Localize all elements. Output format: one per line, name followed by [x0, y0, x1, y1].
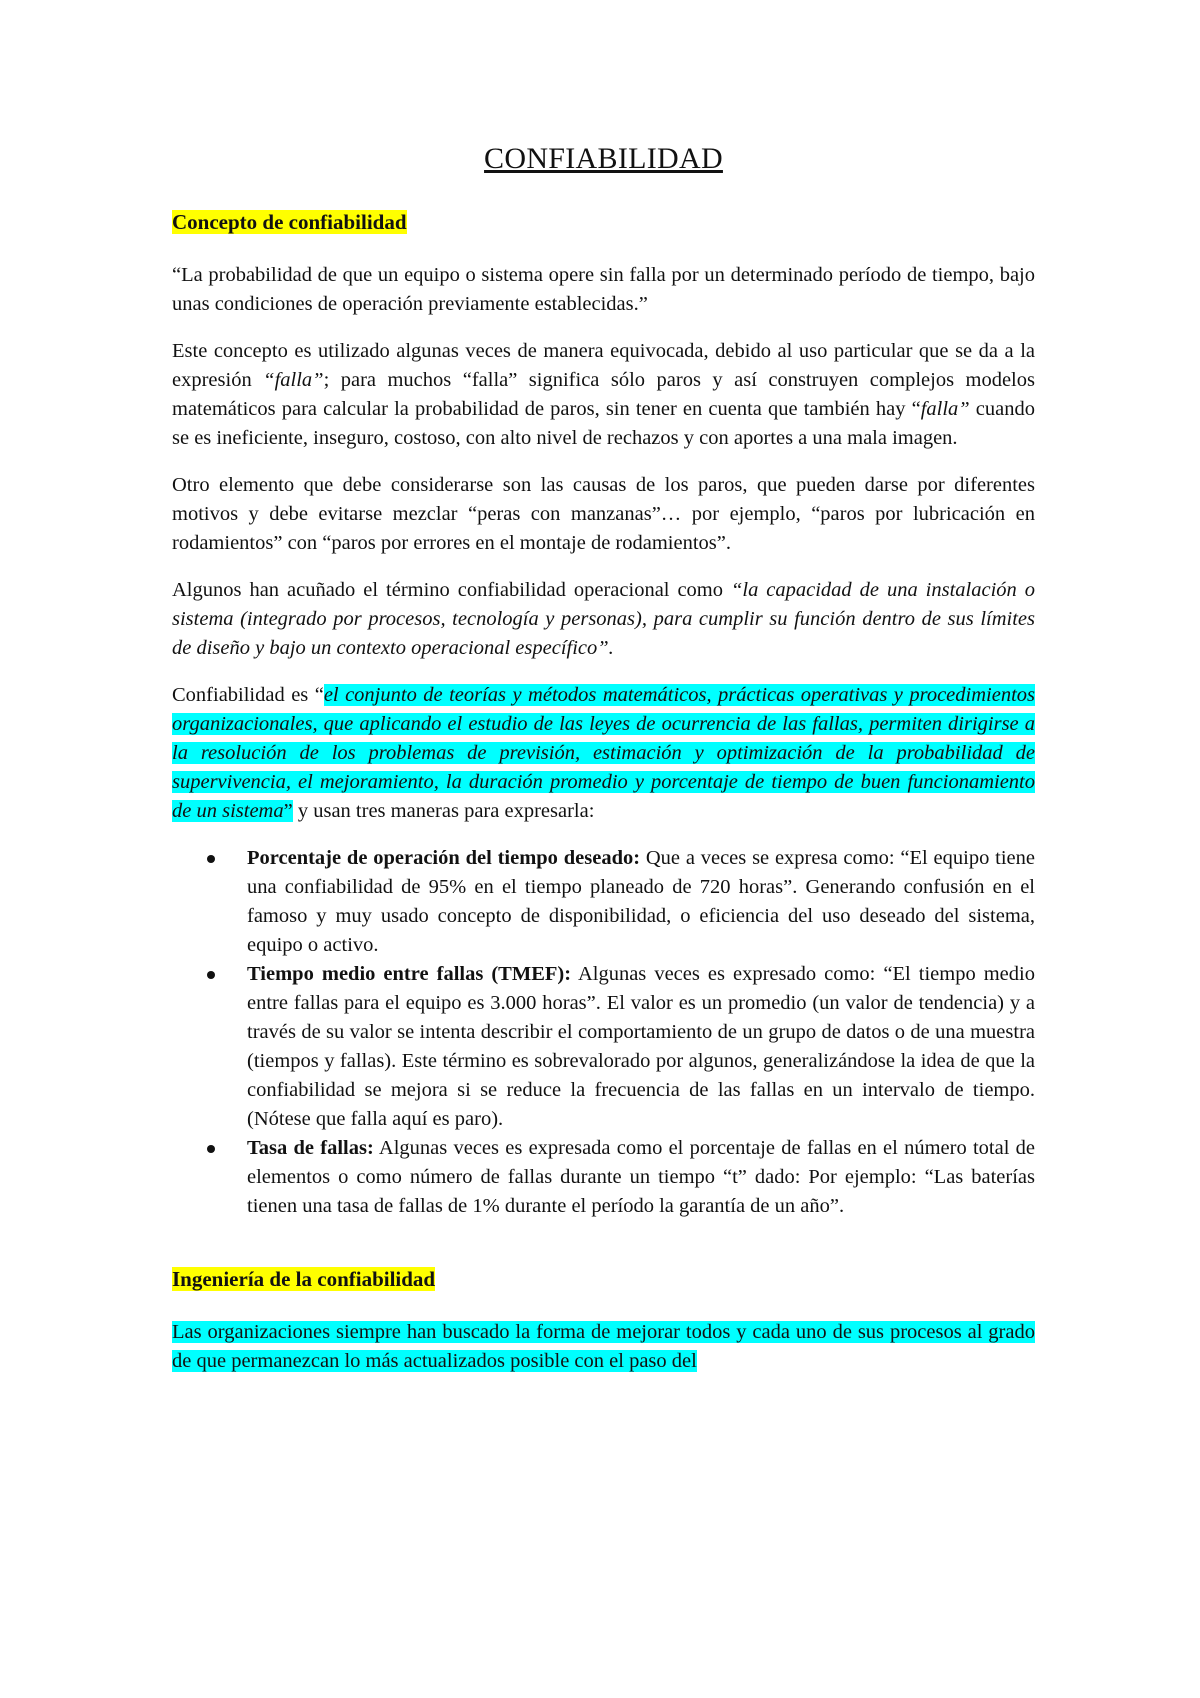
bullet-text: Que a veces se expresa como: “El equipo tiene una confiabilidad de 95% en el tiempo planeado de 720 horas”. Generando confusión en el famoso y muy usado concepto de disponibilidad, o eficiencia del uso deseado del sistema, equipo o activo. — [247, 847, 1035, 956]
document-title: CONFIABILIDAD — [484, 142, 723, 175]
section-spacer — [172, 1245, 1035, 1267]
highlighted-text: Las organizaciones siempre han buscado la forma de mejorar todos y cada uno de sus procesos al grado de que permanezcan lo más actualizados posible con el paso del — [172, 1321, 1035, 1372]
bullet-icon — [207, 855, 215, 863]
text-run-italic: “la capacidad de una instalación o sistema (integrado por procesos, tecnología y personas), para cumplir su función dentro de sus límites de diseño y bajo un contexto operacional específico”. — [172, 579, 1035, 659]
text-run: ; para muchos “falla” significa sólo paros y así construyen complejos modelos matemáticos para calcular la probabilidad de paros, sin tener en cuenta que también hay “ — [172, 369, 1035, 420]
list-item — [247, 1134, 1035, 1221]
paragraph-organizaciones — [172, 1318, 1035, 1376]
paragraph-operacional — [172, 576, 1035, 663]
text-run: Este concepto es utilizado algunas veces de manera equivocada, debido al uso particular que se da a la expresión — [172, 340, 1035, 391]
section-heading-ingenieria — [172, 1267, 1035, 1292]
bullet-term: Tiempo medio entre fallas (TMEF): — [247, 963, 572, 985]
paragraph-causas: Otro elemento que debe considerarse son las causas de los paros, que pueden darse por diferentes motivos y debe evitarse mezclar “peras con manzanas”… por ejemplo, “paros por lubricación en rodamientos” con “paros por errores en el montaje de rodamientos”. — [172, 474, 1035, 554]
paragraph-definicion — [172, 681, 1035, 826]
bullet-term: Porcentaje de operación del tiempo deseado: — [247, 847, 641, 869]
text-run-italic: falla” — [920, 398, 970, 420]
text-run-italic: “falla” — [263, 369, 324, 391]
definition-quote: “La probabilidad de que un equipo o sistema opere sin falla por un determinado período de tiempo, bajo unas condiciones de operación previamente establecidas.” — [172, 264, 1035, 315]
text-run: Algunos han acuñado el término confiabilidad operacional como — [172, 579, 731, 601]
bullet-list — [172, 844, 1035, 1221]
heading-text: Concepto de confiabilidad — [172, 210, 407, 234]
text-run-highlight: ” — [283, 800, 293, 822]
bullet-text: Algunas veces es expresado como: “El tiempo medio entre fallas para el equipo es 3.000 horas”. El valor es un promedio (un valor de tendencia) y a través de su valor se intenta describir el comportamiento de un grupo de datos o de una muestra (tiempos y fallas). Este término es sobrevalorado por algunos, generalizándose la idea de que la confiabilidad se mejora si se reduce la frecuencia de las fallas en un intervalo de tiempo. (Nótese que falla aquí es paro). — [247, 963, 1035, 1130]
bullet-icon — [207, 971, 215, 979]
text-run: Confiabilidad es “ — [172, 684, 324, 706]
list-item — [247, 844, 1035, 960]
list-item — [247, 960, 1035, 1134]
bullet-icon — [207, 1145, 215, 1153]
section-heading-concepto — [172, 210, 1035, 235]
text-run: cuando se es ineficiente, inseguro, costoso, con alto nivel de rechazos y con aportes a una mala imagen. — [172, 398, 1035, 449]
bullet-term: Tasa de fallas: — [247, 1137, 374, 1159]
highlighted-definition: el conjunto de teorías y métodos matemáticos, prácticas operativas y procedimientos organizacionales, que aplicando el estudio de las leyes de ocurrencia de las fallas, permiten dirigirse a la resolución de los problemas de previsión, estimación y optimización de la probabilidad de supervivencia, el mejoramiento, la duración promedio y porcentaje de tiempo de buen funcionamiento de un sistema — [172, 684, 1035, 822]
text-run: y usan tres maneras para expresarla: — [292, 800, 595, 822]
paragraph-falla — [172, 337, 1035, 453]
heading-text: Ingeniería de la confiabilidad — [172, 1267, 436, 1291]
bullet-text: Algunas veces es expresada como el porcentaje de fallas en el número total de elementos o como número de fallas durante un tiempo “t” dado: Por ejemplo: “Las baterías tienen una tasa de fallas de 1% durante el período la garantía de un año”. — [247, 1137, 1035, 1217]
